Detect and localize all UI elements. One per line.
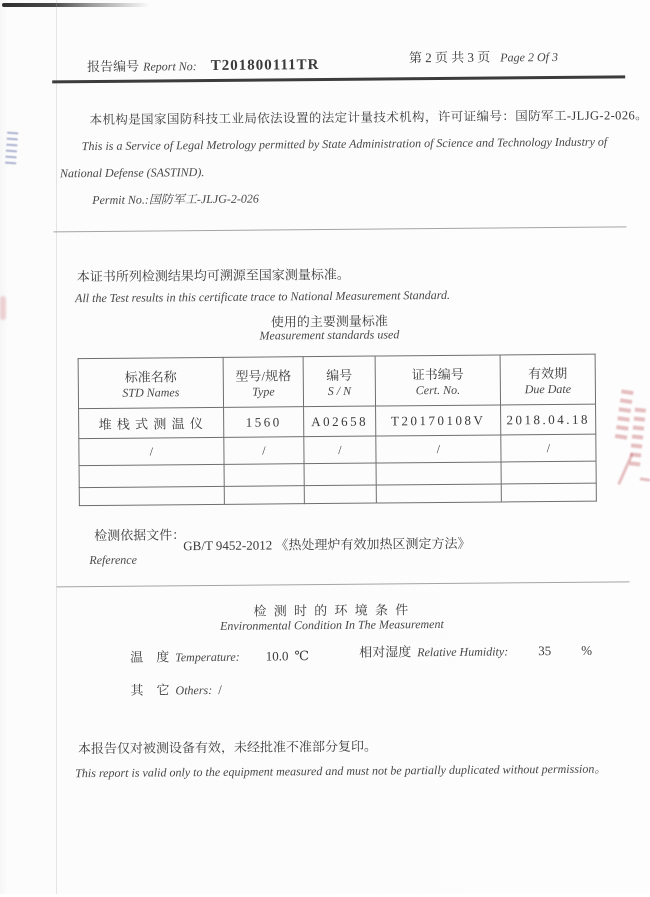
header-cell — [78, 357, 223, 408]
notice-text-en-line2: National Defense (SASTIND). — [59, 165, 205, 181]
cell-std-name: / — [79, 437, 224, 465]
cell-sn: A02658 — [304, 406, 376, 437]
header-due-date-en: Due Date — [524, 381, 572, 396]
report-number-value: T201800111TR — [210, 57, 320, 74]
table-row — [79, 404, 596, 439]
report-number-label-cn: 报告编号 — [86, 58, 140, 75]
temperature-line — [130, 645, 309, 667]
cell-due-date: / — [501, 434, 596, 462]
cell-std-name — [79, 486, 224, 505]
cell-sn — [304, 463, 376, 486]
cell-type: / — [224, 437, 304, 465]
cell-cert-no — [376, 484, 501, 503]
cell-cert-no: / — [376, 435, 501, 463]
header-cell — [375, 355, 500, 406]
others-line — [130, 679, 221, 700]
temperature-label-cn: 温 度 — [130, 649, 170, 665]
report-number-label-en: Report No: — [143, 59, 197, 74]
page-indicator — [409, 46, 558, 67]
table-row — [79, 483, 596, 506]
standards-table-title-cn: 使用的主要测量标准 — [270, 313, 388, 330]
section-divider — [57, 581, 630, 587]
notice-text-cn: 本机构是国家国防科技工业局依法设置的法定计量技术机构，许可证编号：国防军工-JLJG-2-026。 — [89, 108, 649, 128]
cell-due-date: 2018.04.18 — [501, 404, 596, 435]
cell-std-name: 堆 栈 式 测 温 仪 — [79, 407, 224, 438]
others-label-cn: 其 它 — [130, 682, 170, 698]
header-cert-no-cn: 证书编号 — [411, 366, 464, 382]
humidity-line — [359, 640, 592, 662]
cell-due-date — [501, 461, 596, 484]
environment-title-cn: 检 测 时 的 环 境 条 件 — [253, 602, 411, 619]
page-indicator-en: Page 2 Of 3 — [500, 49, 558, 65]
header-sn-cn: 编号 — [326, 367, 353, 383]
header-due-date-cn: 有效期 — [528, 365, 568, 381]
cell-type — [224, 464, 304, 487]
traceability-text-cn: 本证书所列检测结果均可溯源至国家测量标准。 — [76, 266, 350, 285]
header-cell — [303, 356, 375, 407]
validity-statement-en: This report is valid only to the equipment measured and must not be partially duplicated without permission。 — [75, 761, 607, 781]
cell-cert-no: T20170108V — [376, 405, 501, 436]
temperature-value: 10.0 — [265, 648, 289, 664]
cell-cert-no — [376, 462, 501, 485]
header-sn-en: S / N — [327, 383, 352, 398]
cell-std-name — [79, 464, 224, 487]
cell-type — [224, 486, 304, 505]
reference-label-en: Reference — [89, 552, 137, 568]
header-std-names-en: STD Names — [122, 384, 180, 400]
temperature-unit: ℃ — [294, 648, 310, 664]
standards-table-title-en: Measurement standards used — [259, 327, 400, 343]
traceability-text-en: All the Test results in this certificate trace to National Measurement Standard. — [75, 287, 450, 306]
validity-statement-cn: 本报告仅对被测设备有效，未经批准不准部分复印。 — [77, 738, 378, 757]
page-indicator-cn: 第 2 页 共 3 页 — [408, 49, 491, 66]
cell-type: 1560 — [224, 407, 304, 438]
header-cert-no-en: Cert. No. — [415, 382, 461, 397]
reference-label-cn: 检测依据文件： — [94, 527, 186, 544]
header-type-cn: 型号/规格 — [235, 367, 292, 384]
permit-number-line: Permit No.:国防军工-JLJG-2-026 — [92, 191, 259, 208]
measurement-standards-table — [78, 354, 597, 507]
header-std-names-cn: 标准名称 — [124, 368, 177, 385]
notice-text-en-line1: This is a Service of Legal Metrology permitted by State Administration of Science and Technology Industry of — [81, 134, 608, 154]
humidity-unit: % — [581, 642, 593, 658]
reference-standard-value: GB/T 9452-2012 《热处理炉有效加热区测定方法》 — [183, 535, 471, 554]
cell-due-date — [501, 483, 596, 502]
temperature-label-en: Temperature: — [175, 649, 240, 665]
humidity-label-cn: 相对湿度 — [359, 644, 412, 660]
cell-sn: / — [304, 436, 376, 464]
others-label-en: Others: — [175, 682, 213, 698]
humidity-value: 35 — [538, 643, 552, 659]
section-divider — [53, 226, 626, 232]
header-rule — [52, 75, 625, 83]
cell-sn — [304, 485, 376, 504]
header-cell — [500, 354, 595, 405]
report-number-line — [87, 54, 320, 76]
header-cell — [223, 357, 303, 408]
table-header-row — [78, 354, 595, 409]
others-value: / — [218, 681, 222, 697]
humidity-label-en: Relative Humidity: — [417, 644, 509, 660]
environment-title-en: Environmental Condition In The Measurement — [220, 616, 444, 633]
header-type-en: Type — [252, 383, 275, 399]
